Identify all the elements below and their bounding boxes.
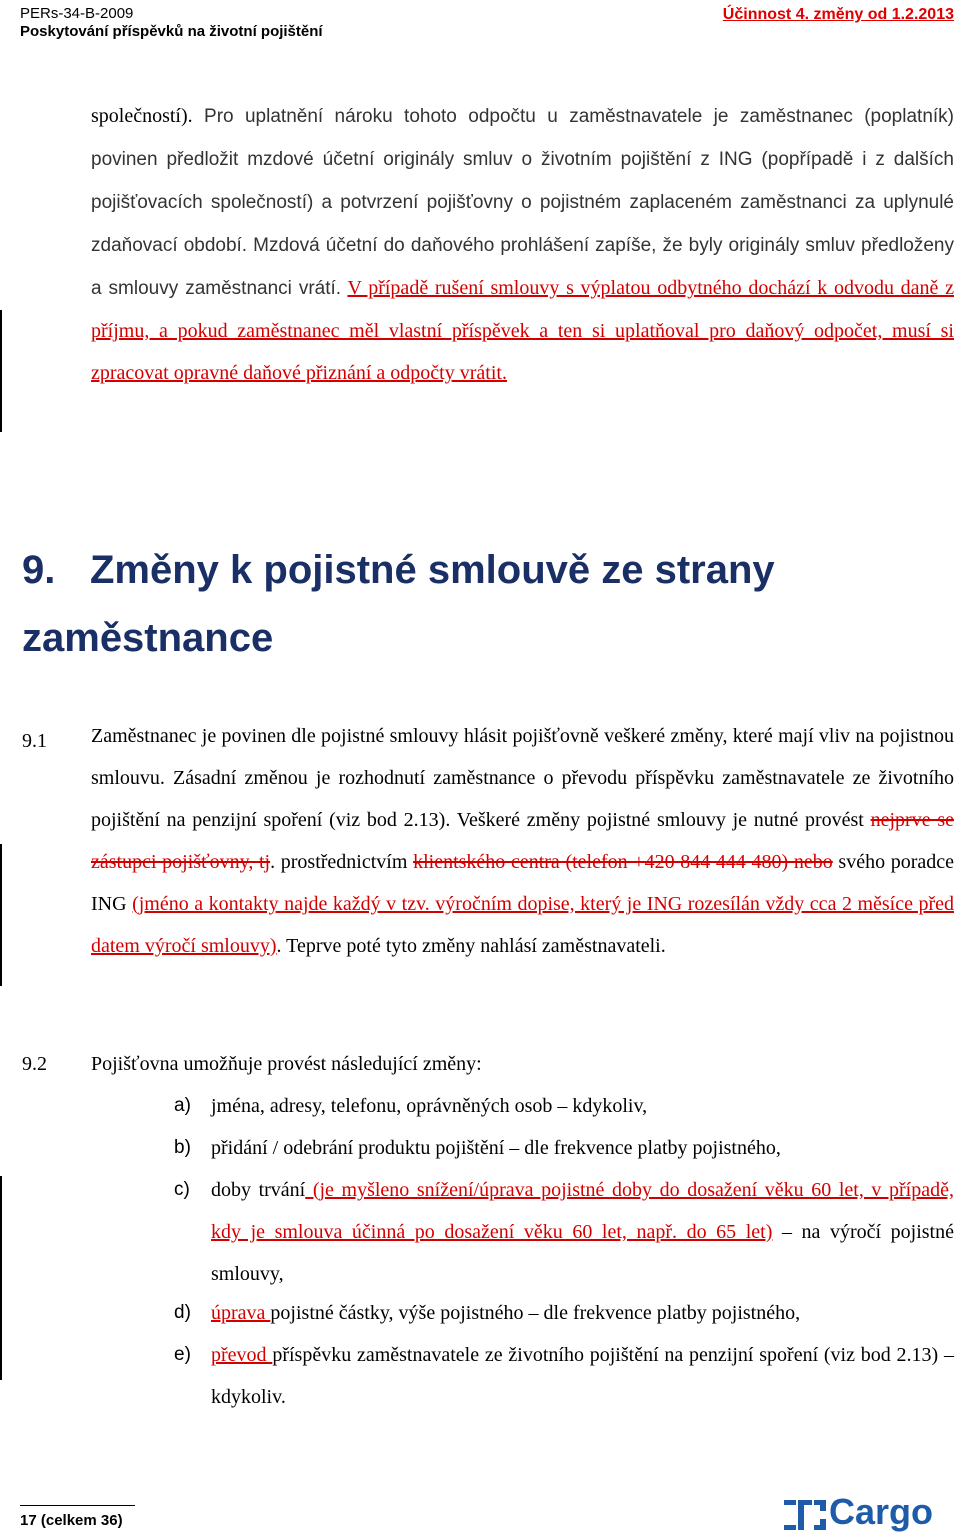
paragraph-number: 9.2 [22,1053,47,1075]
list-item-label: a) [174,1095,191,1116]
section-heading [22,536,922,672]
list-item-text: příspěvku zaměstnavatele ze životního pojištění na penzijní spoření (viz bod 2.13) – kdykoliv. [211,1344,954,1408]
list-item-label: b) [174,1137,191,1158]
p92-intro: Pojišťovna umožňuje provést následující změny: [91,1053,482,1075]
logo-text: Cargo [829,1491,934,1532]
p91-text: . Teprve poté tyto změny nahlásí zaměstnavateli. [276,935,666,957]
section-number: 9. [22,548,56,592]
paragraph-9-2 [91,1043,954,1085]
paragraph-number: 9.1 [22,730,47,752]
list-item [174,1085,954,1127]
change-bar [0,1176,2,1380]
intro-text-start: společností). [91,105,193,127]
inserted-text: (jméno a kontakty najde každý v tzv. výročním dopise, který je ING rozesílán vždy cca 2 měsíce před datem výročí smlouvy) [91,893,955,957]
deleted-text: klientského centra (telefon +420 844 444 480) nebo [413,851,833,873]
inserted-text: (je myšleno snížení/úprava pojistné doby do dosažení věku 60 let, v případě, kdy je smlouva účinná po dosažení věku 60 let, např. do 65 let) [211,1179,954,1243]
change-bar [0,844,2,986]
change-bar [0,310,2,432]
list-item [174,1127,954,1169]
document-title: Poskytování příspěvků na životní pojištění [20,23,323,40]
p91-text: . prostřednictvím [270,851,414,873]
paragraph-9-1 [91,715,954,967]
footer-rule [20,1505,135,1506]
effective-date: Účinnost 4. změny od 1.2.2013 [722,6,954,23]
list-item-text: – na výročí pojistné smlouvy, [211,1221,954,1285]
inserted-text: úprava [211,1302,271,1324]
list-item-label: d) [174,1302,191,1323]
section-title-line2: zaměstnance [22,616,274,660]
deleted-text: nejprve se zástupci pojišťovny, tj [91,809,954,873]
list-item-label: e) [174,1344,191,1365]
inserted-text: převod [211,1344,273,1366]
p91-text: svého poradce ING [91,851,955,915]
section-title-line1: Změny k pojistné smlouvě ze strany [90,548,775,592]
p91-text: Zaměstnanec je povinen dle pojistné smlouvy hlásit pojišťovně veškeré změny, které mají vliv na pojistnou smlouvu. Zásadní změnou je rozhodnutí zaměstnance o převodu příspěvku zaměstnavatele ze životního pojištění na penzijní spoření (viz bod 2.13). Veškeré změny pojistné smlouvy je nutné provést [91,725,954,831]
list-item-label: c) [174,1179,190,1200]
list-item [174,1169,954,1295]
list-item [174,1334,954,1418]
intro-paragraph [91,95,954,394]
list-item-text: přidání / odebrání produktu pojištění – dle frekvence platby pojistného, [211,1137,781,1159]
intro-text: Pro uplatnění nároku tohoto odpočtu u zaměstnavatele je zaměstnanec (poplatník) povinen předložit mzdové účetní originály smluv o životním pojištění z ING (popřípadě i z dalších pojišťovacích společností) a potvrzení pojišťovny o pojistném zaplaceném zaměstnanci za uplynulé zdaňovací období. Mzdová účetní do daňového prohlášení zapíše, že byly originály smluv předloženy a smlouvy zaměstnanci vrátí. [91,106,954,299]
list-item-text: pojistné částky, výše pojistného – dle frekvence platby pojistného, [270,1302,801,1324]
page-number: 17 (celkem 36) [20,1512,123,1529]
list-item [174,1292,954,1334]
document-header [20,5,323,41]
inserted-text: V případě rušení smlouvy s výplatou odbytného dochází k odvodu daně z příjmu, a pokud zaměstnanec měl vlastní příspěvek a ten si uplatňoval pro daňový odpočet, musí si zpracovat opravné daňové přiznání a odpočty vrátit. [91,277,955,384]
list-item-text: doby trvání [211,1179,306,1201]
document-id: PERs-34-B-2009 [20,5,134,22]
list-item-text: jména, adresy, telefonu, oprávněných osob – kdykoliv, [211,1095,648,1117]
